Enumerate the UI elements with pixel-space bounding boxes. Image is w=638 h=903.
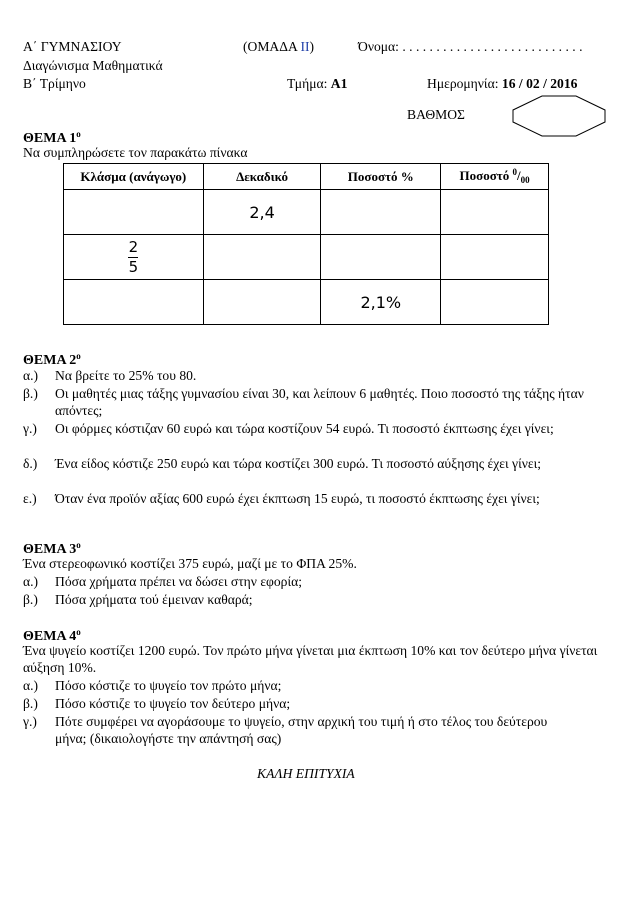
school-name: Α΄ ΓΥΜΝΑΣΙΟΥ	[23, 39, 122, 54]
term-label: Β΄ Τρίμηνο	[23, 76, 86, 91]
cell-blank[interactable]	[64, 190, 204, 235]
conversion-table	[63, 163, 549, 325]
cell-blank[interactable]	[203, 280, 321, 325]
date-label-text: Ημερομηνία:	[427, 76, 502, 91]
cell-percent-given: 2,1%	[321, 280, 441, 325]
cell-blank[interactable]	[64, 280, 204, 325]
header-fraction: Κλάσμα (ανάγωγο)	[64, 164, 204, 190]
theme2-title: ΘΕΜΑ $2^o$	[23, 351, 81, 368]
header-decimal: Δεκαδικό	[203, 164, 321, 190]
cell-fraction-given	[64, 235, 204, 280]
group-prefix: (ΟΜΑΔΑ	[243, 39, 301, 54]
student-name-field: Όνομα: . . . . . . . . . . . . . . . . . . . . . . . . . . .	[358, 39, 583, 54]
cell-blank[interactable]	[441, 235, 549, 280]
grade-label: ΒΑΘΜΟΣ	[407, 107, 465, 122]
theme4-title: ΘΕΜΑ $4^o$	[23, 627, 81, 644]
class-label	[287, 75, 347, 92]
theme3-intro: Ένα στερεοφωνικό κοστίζει 375 ευρώ, μαζί με το ΦΠΑ 25%.	[23, 556, 357, 571]
date-label	[427, 75, 577, 92]
header-percent: Ποσοστό %	[321, 164, 441, 190]
table-row	[64, 190, 549, 235]
cell-blank[interactable]	[321, 190, 441, 235]
cell-blank[interactable]	[441, 190, 549, 235]
theme3-title: ΘΕΜΑ $3^o$	[23, 540, 81, 557]
theme1-title: ΘΕΜΑ $1^o$	[23, 129, 81, 146]
fraction: $\frac{2}{5}$	[128, 238, 139, 276]
cell-blank[interactable]	[321, 235, 441, 280]
theme4-intro: Ένα ψυγείο κοστίζει 1200 ευρώ. Τον πρώτο μήνα γίνεται μια έκπτωση 10% και τον δεύτερο μήνα γίνεται αύξηση 10%.	[23, 643, 598, 675]
cell-decimal-given: 2,4	[203, 190, 321, 235]
cell-blank[interactable]	[441, 280, 549, 325]
class-label-text: Τμήμα:	[287, 76, 331, 91]
table-row	[64, 280, 549, 325]
date-value: 16 / 02 / 2016	[501, 76, 578, 91]
table-row	[64, 235, 549, 280]
subject-title: Διαγώνισμα Μαθηματικά	[23, 58, 163, 73]
grade-box-octagon	[512, 95, 606, 137]
group-label	[243, 38, 314, 55]
class-value: Α1	[330, 76, 348, 91]
theme1-instruction: Να συμπληρώσετε τον παρακάτω πίνακα	[23, 145, 248, 160]
closing-message: ΚΑΛΗ ΕΠΙΤΥΧΙΑ	[257, 766, 355, 781]
cell-blank[interactable]	[203, 235, 321, 280]
group-suffix: )	[309, 39, 315, 54]
header-permille: Ποσοστό $^0/_{00}$	[441, 164, 549, 190]
table-header-row	[64, 164, 549, 190]
group-number: ΙΙ	[300, 39, 310, 54]
